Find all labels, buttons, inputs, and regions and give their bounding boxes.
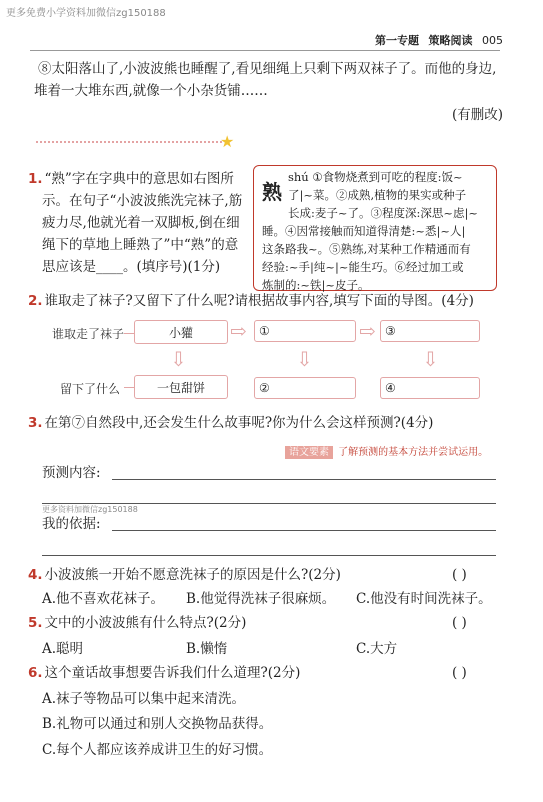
arrow-right-icon: ⇨ <box>359 319 376 343</box>
question-4-answer-paren[interactable]: ( ) <box>452 567 467 583</box>
arrow-down-icon: ⇩ <box>296 347 313 371</box>
skill-hint-text: 了解预测的基本方法并尝试运用。 <box>338 447 489 458</box>
dictionary-line: 这条路我~。⑤熟练,对某种工作精通而有 <box>262 242 471 256</box>
header-rule <box>30 50 500 51</box>
question-2-number: 2. <box>28 293 43 309</box>
dictionary-line: 经验:~手|纯~|~能生巧。⑥经过加工或 <box>262 260 464 274</box>
question-3 <box>28 412 518 434</box>
dictionary-line: 长成:麦子~了。③程度深:深思~虑|~ <box>288 206 479 220</box>
question-1-text-5: 思应该是____。(填序号)(1分) <box>42 259 221 275</box>
map-label-taker: 谁取走了袜子 <box>52 327 125 341</box>
question-3-number: 3. <box>28 415 43 431</box>
dictionary-line: shú ①食物烧煮到可吃的程度:饭~ <box>288 170 463 184</box>
prediction-label: 预测内容: <box>42 465 101 481</box>
map-box-number: ④ <box>385 381 396 395</box>
paragraph-8-line1: ⑧太阳落山了,小波波熊也睡醒了,看见细绳上只剩下两双袜子了。而他的身边, <box>38 61 497 77</box>
dictionary-line: 睡。④因常接触而知道得清楚:~悉|~人| <box>262 224 466 238</box>
question-5-option-b[interactable]: B.懒惰 <box>186 641 228 657</box>
skill-hint <box>285 440 488 459</box>
question-6 <box>28 662 518 684</box>
question-5-answer-paren[interactable]: ( ) <box>452 615 467 631</box>
question-4 <box>28 564 518 586</box>
question-6-text: 这个童话故事想要告诉我们什么道理?(2分) <box>44 665 301 681</box>
question-2-text: 谁取走了袜子?又留下了什么呢?请根据故事内容,填写下面的导图。(4分) <box>44 293 474 309</box>
arrow-down-icon: ⇩ <box>422 347 439 371</box>
map-box-left-3[interactable] <box>380 377 480 399</box>
paragraph-8 <box>34 58 514 102</box>
map-box-left-2[interactable] <box>254 377 356 399</box>
header-topic: 策略阅读 <box>428 34 473 47</box>
answer-line[interactable] <box>112 529 496 531</box>
dictionary-box <box>253 165 497 291</box>
map-connector <box>124 387 134 388</box>
arrow-right-icon: ⇨ <box>230 319 247 343</box>
map-box-number: ② <box>259 381 270 395</box>
map-box-taker-1: 小獾 <box>134 320 228 344</box>
question-5-option-c[interactable]: C.大方 <box>356 641 398 657</box>
question-5-number: 5. <box>28 615 43 631</box>
question-5-text: 文中的小波波熊有什么特点?(2分) <box>44 615 247 631</box>
question-4-option-b[interactable]: B.他觉得洗袜子很麻烦。 <box>186 591 336 607</box>
dictionary-definition-cont <box>262 222 494 294</box>
question-6-option-a[interactable]: A.袜子等物品可以集中起来清洗。 <box>42 691 246 707</box>
page-header <box>375 32 503 48</box>
question-1-text-4: 绳下的草地上睡熟了”中“熟”的意 <box>42 237 239 253</box>
paragraph-8-line2: 堆着一大堆东西,就像一个小杂货铺…… <box>34 83 268 99</box>
watermark-inline: 更多资料加微信zg150188 <box>42 505 138 514</box>
question-1-number: 1. <box>28 171 43 187</box>
question-4-option-c[interactable]: C.他没有时间洗袜子。 <box>356 591 492 607</box>
map-box-taker-3[interactable] <box>380 320 480 342</box>
section-divider <box>36 141 222 143</box>
dictionary-line: 了|~菜。②成熟,植物的果实或种子 <box>288 188 467 202</box>
star-icon: ★ <box>220 132 235 151</box>
arrow-down-icon: ⇩ <box>170 347 187 371</box>
question-6-number: 6. <box>28 665 43 681</box>
map-box-number: ③ <box>385 324 396 338</box>
watermark-text: 更多免费小学资料加微信zg150188 <box>6 8 166 19</box>
question-5 <box>28 612 518 634</box>
question-6-option-c[interactable]: C.每个人都应该养成讲卫生的好习惯。 <box>42 742 273 758</box>
map-box-taker-2[interactable] <box>254 320 356 342</box>
dictionary-line: 炼制的:~铁|~皮子。 <box>262 278 370 292</box>
question-4-option-a[interactable]: A.他不喜欢花袜子。 <box>42 591 165 607</box>
question-5-option-a[interactable]: A.聪明 <box>42 641 84 657</box>
source-note: (有删改) <box>451 107 503 123</box>
map-box-left-1: 一包甜饼 <box>134 375 228 399</box>
question-4-number: 4. <box>28 567 43 583</box>
question-2 <box>28 290 518 312</box>
question-3-text: 在第⑦自然段中,还会发生什么故事呢?你为什么会这样预测?(4分) <box>44 415 434 431</box>
question-1-text-1: “熟”字在字典中的意思如右图所 <box>44 171 234 187</box>
map-connector <box>124 333 134 334</box>
header-section: 第一专题 <box>375 34 419 47</box>
question-1-line <box>28 168 250 190</box>
question-6-option-b[interactable]: B.礼物可以通过和别人交换物品获得。 <box>42 716 273 732</box>
question-1-text-3: 疲力尽,他就光着一双脚板,倒在细 <box>42 215 240 231</box>
map-label-left: 留下了什么 <box>60 382 121 396</box>
header-page-number: 005 <box>482 34 503 47</box>
basis-label: 我的依据: <box>42 516 101 532</box>
skill-hint-badge: 语文要素 <box>285 446 333 459</box>
question-1 <box>28 168 250 278</box>
question-4-text: 小波波熊一开始不愿意洗袜子的原因是什么?(2分) <box>44 567 341 583</box>
dictionary-character: 熟 <box>262 180 282 204</box>
dictionary-definition <box>288 168 494 222</box>
map-box-number: ① <box>259 324 270 338</box>
question-1-text-2: 示。在句子“小波波熊洗完袜子,筋 <box>42 193 243 209</box>
question-6-answer-paren[interactable]: ( ) <box>452 665 467 681</box>
answer-line[interactable] <box>112 478 496 480</box>
answer-line[interactable] <box>42 554 496 556</box>
